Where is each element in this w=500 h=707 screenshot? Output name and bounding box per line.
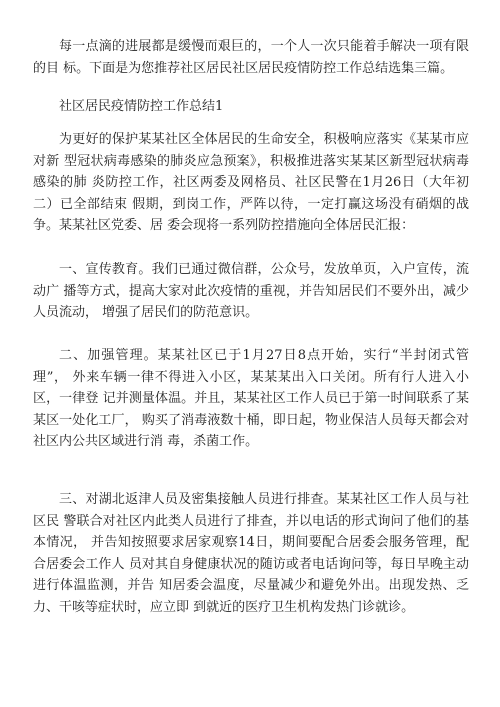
intro-text: 每一点滴的进展都是缓慢而艰巨的，一个人一次只能着手解决一项有限的目 标。下面是为您推荐社区居民社区居民疫情防控工作总结选集三篇。 [33,39,469,76]
section-title-block [33,96,469,118]
paragraph-text: 一、宣传教育。我们已通过微信群，公众号，发放单页，入户宣传，流动广 播等方式，提高大家对此次疫情的重视，并告知居民们不要外出，减少人员流动， 增强了居民们的防范意识。 [33,262,469,320]
paragraph-2 [33,259,469,324]
section-title: 社区居民疫情防控工作总结1 [59,99,224,114]
paragraph-1 [33,129,469,237]
paragraph-3 [33,345,469,453]
paragraph-4 [33,489,469,618]
paragraph-text: 为更好的保护某某社区全体居民的生命安全，积极响应落实《某某市应对新 型冠状病毒感染的肺炎应急预案》，积极推进落实某某区新型冠状病毒感染的肺 炎防控工作，社区两委及网格员、社区民警在1月26日（大年初二）已全部结束 假期，到岗工作，严阵以待，一定打赢这场没有硝烟的战争。某某社区党委、居 委会现将一系列防控措施向全体居民汇报： [33,132,469,233]
paragraph-text: 三、对湖北返津人员及密集接触人员进行排查。某某社区工作人员与社区民 警联合对社区内此类人员进行了排查，并以电话的形式询问了他们的基本情况， 并告知按照要求居家观察14日，期间要配合居委会服务管理，配合居委会工作人 员对其自身健康状况的随访或者电话询问等，每日早晚主动进行体温监测，并告 知居委会温度，尽量减少和避免外出。出现发热、乏力、干咳等症状时，应立即 到就近的医疗卫生机构发热门诊就诊。 [33,492,469,615]
intro-paragraph [33,36,469,79]
paragraph-text: 二、加强管理。某某社区已于1月27日8点开始，实行“半封闭式管理”， 外来车辆一律不得进入小区，某某某出入口关闭。所有行人进入小区，一律登 记并测量体温。并且，某某社区工作人员已于第一时间联系了某某区一处化工厂， 购买了消毒液数十桶，即日起，物业保洁人员每天都会对社区内公共区域进行消 毒，杀菌工作。 [33,348,469,449]
